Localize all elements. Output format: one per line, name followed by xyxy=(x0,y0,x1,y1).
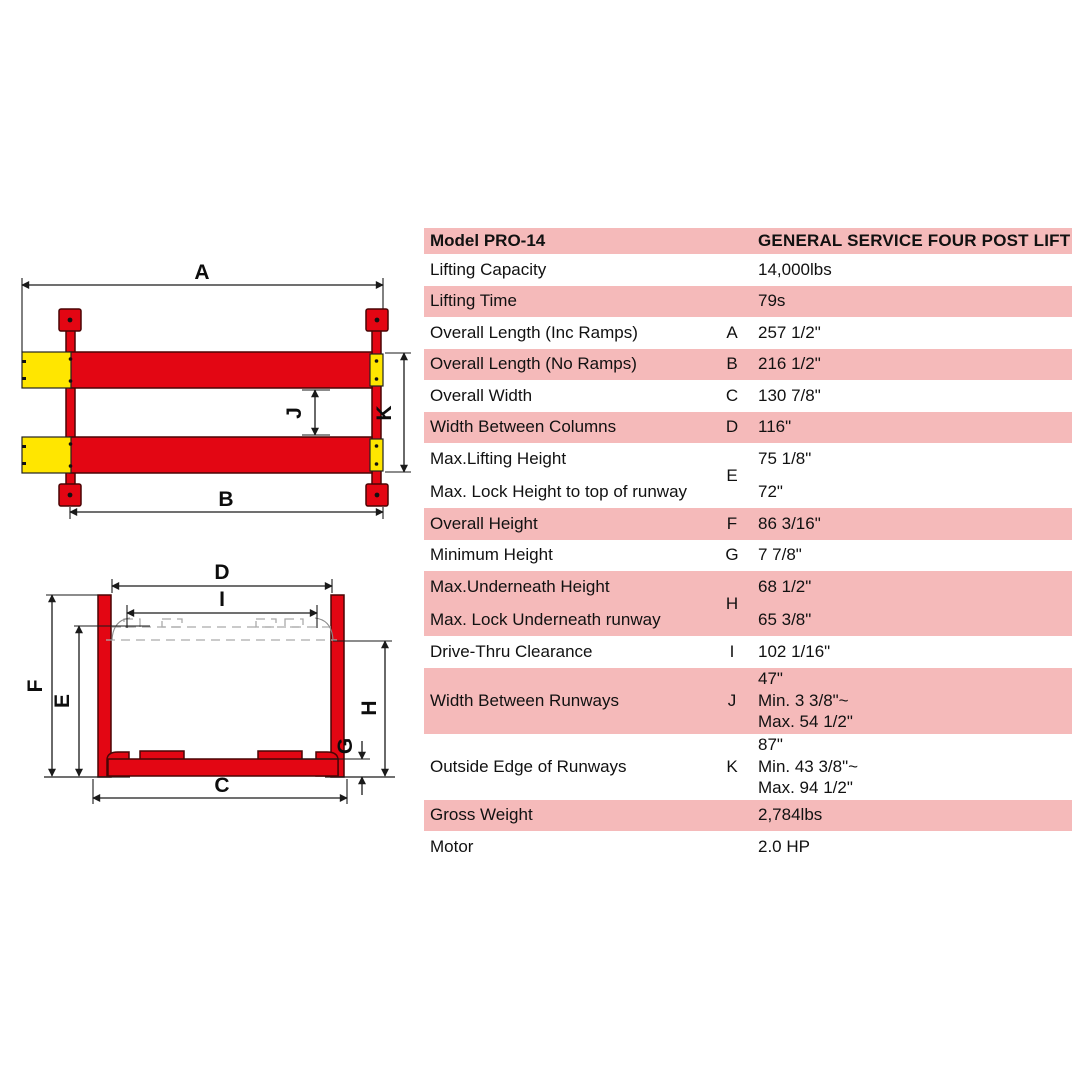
spec-value-line: 102 1/16" xyxy=(758,641,831,661)
dim-label-D: D xyxy=(214,561,230,584)
spec-row xyxy=(424,636,1072,668)
spec-label-line: Overall Height xyxy=(430,513,538,533)
dim-label-A: A xyxy=(194,261,210,284)
adjuster-block-bottom xyxy=(370,439,383,471)
bolt-dot xyxy=(375,377,379,381)
dimension-letter xyxy=(718,286,746,318)
spec-value xyxy=(758,380,1070,412)
dimension-letter: E xyxy=(726,465,738,485)
bolt-dot xyxy=(375,359,379,363)
dimension-letter: I xyxy=(729,641,735,661)
dim-label-K: K xyxy=(373,405,396,421)
bolt-dot xyxy=(375,444,379,448)
spec-value xyxy=(758,286,1070,318)
spec-row xyxy=(424,668,1072,734)
spec-value-line: Min. 3 3/8"~ xyxy=(758,690,849,710)
spec-label xyxy=(430,317,718,349)
runway-top xyxy=(70,352,372,388)
bolt-dot xyxy=(375,462,379,466)
spec-label xyxy=(430,286,718,318)
spec-table-body xyxy=(424,254,1072,863)
dimension-letter: A xyxy=(726,322,738,342)
dim-label-I: I xyxy=(219,588,225,611)
spec-row xyxy=(424,317,1072,349)
dimension-letter: H xyxy=(725,593,739,613)
spec-value-line: 86 3/16" xyxy=(758,513,821,533)
spec-value-line: 14,000lbs xyxy=(758,259,832,279)
dimension-letter: G xyxy=(725,545,739,565)
spec-value xyxy=(758,508,1070,540)
anchor-bolt xyxy=(375,318,380,323)
spec-label-line: Outside Edge of Runways xyxy=(430,756,627,776)
bolt-dot xyxy=(69,379,73,383)
spec-row xyxy=(424,831,1072,863)
spec-value xyxy=(758,443,1070,508)
dashed-wheel-stop xyxy=(285,619,303,627)
dimension-letter xyxy=(718,831,746,863)
spec-value xyxy=(758,571,1070,636)
spec-label xyxy=(430,443,718,508)
ramp-hinge-mark xyxy=(22,445,26,448)
post-baseplates xyxy=(59,309,388,506)
bolt-dot xyxy=(69,464,73,468)
spec-label xyxy=(430,831,718,863)
dashed-wheel-stop xyxy=(256,619,276,627)
spec-label-line: Max. Lock Height to top of runway xyxy=(430,481,688,501)
spec-value xyxy=(758,668,1070,734)
spec-label xyxy=(430,571,718,636)
spec-label xyxy=(430,412,718,444)
spec-label-line: Gross Weight xyxy=(430,805,533,825)
dim-label-F: F xyxy=(24,679,47,693)
spec-label-line: Overall Length (Inc Ramps) xyxy=(430,322,638,342)
dimension-letter: K xyxy=(726,756,738,776)
spec-value-line: 216 1/2" xyxy=(758,354,821,374)
spec-label-line: Max.Underneath Height xyxy=(430,577,610,596)
dimension-letter: B xyxy=(726,354,738,374)
dim-label-B: B xyxy=(218,488,234,511)
spec-value-line: 87" xyxy=(758,735,783,755)
spec-label-line: Lifting Capacity xyxy=(430,259,547,279)
spec-label-line: Lifting Time xyxy=(430,291,517,311)
ramp-hinge-mark xyxy=(22,462,26,465)
spec-row xyxy=(424,349,1072,381)
runway-bottom xyxy=(70,437,372,473)
spec-label xyxy=(430,508,718,540)
spec-value-line: 130 7/8" xyxy=(758,385,821,405)
spec-label xyxy=(430,636,718,668)
anchor-bolt xyxy=(375,493,380,498)
spec-value-line: Max. 54 1/2" xyxy=(758,712,853,732)
spec-label-line: Motor xyxy=(430,836,474,856)
spec-value-line: 7 7/8" xyxy=(758,545,802,565)
spec-label xyxy=(430,349,718,381)
spec-value-line: 2.0 HP xyxy=(758,836,810,856)
series-title: GENERAL SERVICE FOUR POST LIFT xyxy=(758,231,1071,250)
spec-label xyxy=(430,380,718,412)
spec-value-line: 65 3/8" xyxy=(758,609,812,629)
ramp-hinge-mark xyxy=(22,360,26,363)
spec-label xyxy=(430,734,718,800)
dim-label-H: H xyxy=(358,700,381,716)
spec-label-line: Drive-Thru Clearance xyxy=(430,641,593,661)
spec-value xyxy=(758,800,1070,832)
dim-label-C: C xyxy=(214,774,230,797)
spec-value-line: 79s xyxy=(758,291,786,311)
spec-table xyxy=(424,228,1072,863)
anchor-bolt xyxy=(68,318,73,323)
spec-row xyxy=(424,286,1072,318)
spec-row xyxy=(424,734,1072,800)
spec-label-line: Width Between Columns xyxy=(430,417,617,437)
spec-label xyxy=(430,540,718,572)
bolt-dot xyxy=(69,442,73,446)
spec-value-line: 116" xyxy=(758,417,792,437)
spec-value-line: 257 1/2" xyxy=(758,322,821,342)
column-left xyxy=(98,595,111,777)
bolt-dot xyxy=(69,357,73,361)
dimension-letter: J xyxy=(727,690,737,710)
dimension-letter: C xyxy=(725,385,739,405)
model-title: Model PRO-14 xyxy=(430,231,546,250)
spec-label-line: Minimum Height xyxy=(430,545,553,565)
spec-row xyxy=(424,380,1072,412)
dimension-letter xyxy=(718,254,746,286)
spec-value xyxy=(758,349,1070,381)
spec-value-line: Min. 43 3/8"~ xyxy=(758,756,859,776)
spec-value xyxy=(758,734,1070,800)
spec-row xyxy=(424,508,1072,540)
spec-value-line: 2,784lbs xyxy=(758,805,823,825)
dim-label-E: E xyxy=(51,693,74,709)
spec-row xyxy=(424,540,1072,572)
spec-label xyxy=(430,800,718,832)
drive-up-ramp-top xyxy=(22,352,71,388)
anchor-bolt xyxy=(68,493,73,498)
spec-label xyxy=(430,254,718,286)
spec-row xyxy=(424,443,1072,508)
spec-row xyxy=(424,800,1072,832)
lift-plan-view-diagram xyxy=(0,255,420,525)
ramp-hinge-mark xyxy=(22,377,26,380)
dimension-letter: F xyxy=(726,513,738,533)
spec-value xyxy=(758,254,1070,286)
spec-label-line: Max. Lock Underneath runway xyxy=(430,609,661,629)
spec-value xyxy=(758,636,1070,668)
dimension-letter: D xyxy=(725,417,739,437)
spec-row xyxy=(424,571,1072,636)
dimension-letter xyxy=(718,800,746,832)
spec-value xyxy=(758,831,1070,863)
adjuster-block-top xyxy=(370,354,383,386)
spec-value xyxy=(758,317,1070,349)
drive-up-ramp-bottom xyxy=(22,437,71,473)
spec-value-line: Max. 94 1/2" xyxy=(758,778,853,798)
spec-value-line: 72" xyxy=(758,481,783,501)
spec-value xyxy=(758,540,1070,572)
dim-label-G: G xyxy=(334,737,357,755)
spec-label-line: Overall Length (No Ramps) xyxy=(430,354,637,374)
spec-value-line: 47" xyxy=(758,669,783,689)
spec-row xyxy=(424,254,1072,286)
spec-label-line: Width Between Runways xyxy=(430,690,619,710)
spec-value-line: 75 1/8" xyxy=(758,449,812,468)
spec-table-header xyxy=(424,228,1072,254)
dim-label-J: J xyxy=(283,407,306,419)
spec-value xyxy=(758,412,1070,444)
spec-label-line: Overall Width xyxy=(430,385,533,405)
dashed-wheel-stop xyxy=(162,619,182,627)
spec-value-line: 68 1/2" xyxy=(758,577,812,596)
spec-label-line: Max.Lifting Height xyxy=(430,449,567,468)
lift-front-view-diagram xyxy=(0,553,420,808)
spec-row xyxy=(424,412,1072,444)
spec-label xyxy=(430,668,718,734)
